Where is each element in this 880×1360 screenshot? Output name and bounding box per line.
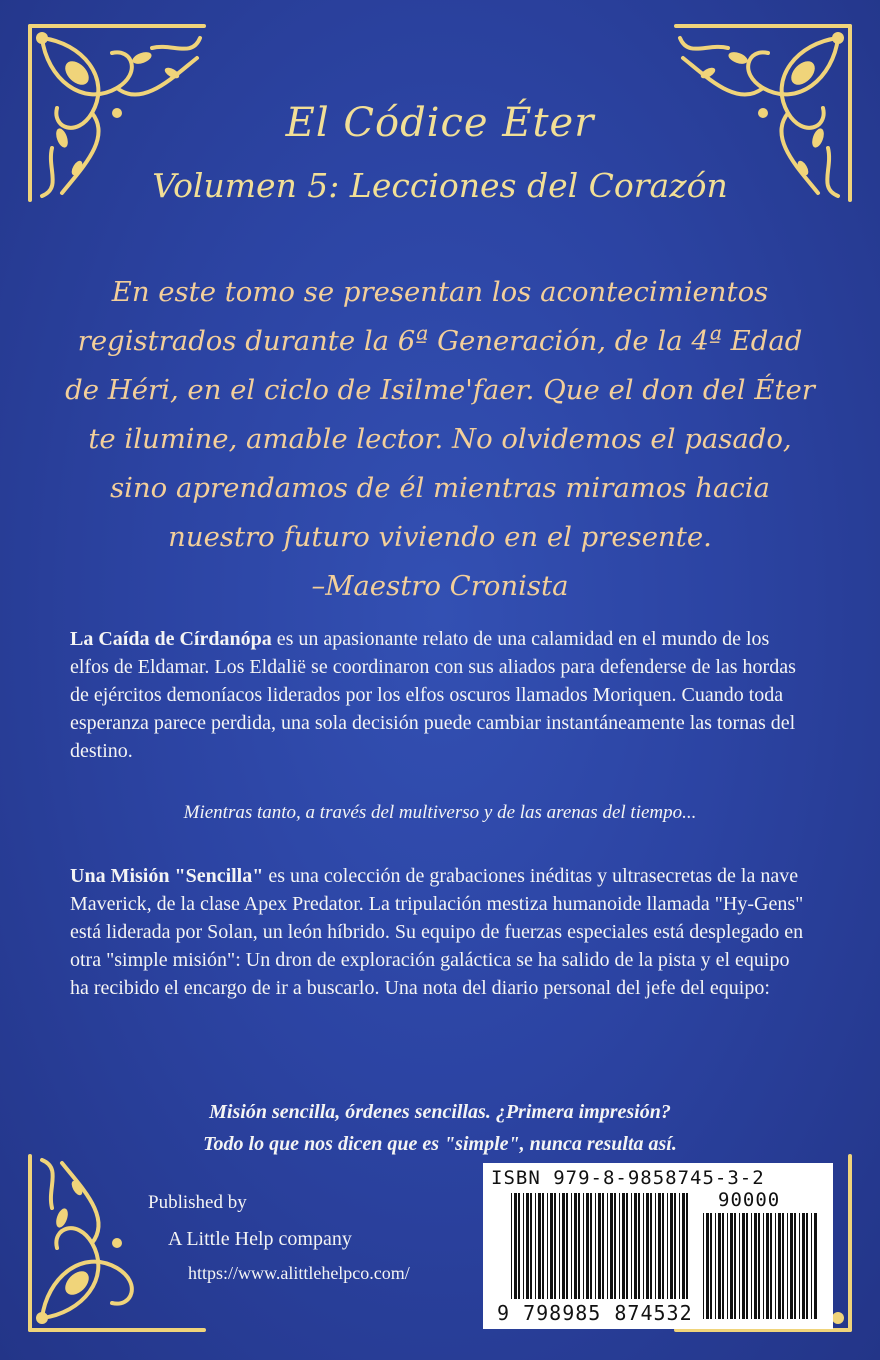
barcode-bar bbox=[782, 1213, 784, 1319]
barcode-bar bbox=[778, 1213, 781, 1319]
barcode-bar bbox=[511, 1193, 512, 1299]
isbn-barcode bbox=[483, 1163, 833, 1329]
barcode-bar bbox=[715, 1213, 716, 1319]
barcode-bar bbox=[790, 1213, 793, 1319]
book-one-title: La Caída de Círdanópa bbox=[70, 628, 272, 650]
barcode-bar bbox=[650, 1193, 652, 1299]
diary-note-line-1: Misión sencilla, órdenes sencillas. ¿Primera impresión? bbox=[209, 1101, 671, 1123]
barcode-bar bbox=[742, 1213, 745, 1319]
quote-line: te ilumine, amable lector. No olvidemos el pasado, bbox=[88, 423, 792, 455]
barcode-bar bbox=[547, 1193, 548, 1299]
barcode-bar bbox=[655, 1193, 656, 1299]
blurb-paragraph-2 bbox=[70, 862, 810, 1002]
barcode-bar bbox=[734, 1213, 736, 1319]
barcode-bar bbox=[746, 1213, 748, 1319]
isbn-digits: 9 798985 874532 bbox=[497, 1301, 693, 1325]
barcode-bar bbox=[739, 1213, 740, 1319]
barcode-bar bbox=[610, 1193, 613, 1299]
barcode-bar bbox=[811, 1213, 812, 1319]
barcode-bar bbox=[559, 1193, 560, 1299]
barcode-bar bbox=[602, 1193, 604, 1299]
quote-line: de Héri, en el ciclo de Isilme'faer. Que el don del Éter bbox=[65, 374, 815, 406]
barcode-bar bbox=[679, 1193, 680, 1299]
barcode-bar bbox=[530, 1193, 532, 1299]
barcode-bar bbox=[706, 1213, 709, 1319]
barcode-bar bbox=[643, 1193, 644, 1299]
barcode-bar bbox=[646, 1193, 649, 1299]
diary-note bbox=[0, 1096, 880, 1160]
book-subtitle: Volumen 5: Lecciones del Corazón bbox=[152, 166, 728, 205]
barcode-bar bbox=[574, 1193, 577, 1299]
barcode-bar bbox=[775, 1213, 776, 1319]
barcode-bar bbox=[710, 1213, 712, 1319]
barcode-bar bbox=[703, 1213, 704, 1319]
barcode-bar bbox=[595, 1193, 596, 1299]
blurb-paragraph-1-text: es un apasionante relato de una calamidad en el mundo de los elfos de Eldamar. Los Eldalië se coordinaron con sus aliados para defenderse de las hordas de ejércitos demoníacos liderados por los elfos oscuros llamados Moriquen. Cuando toda esperanza parece perdida, una sola decisión puede cambiar instantáneamente las tornas del destino. bbox=[70, 628, 796, 762]
barcode-bar bbox=[607, 1193, 608, 1299]
barcode-bar bbox=[619, 1193, 620, 1299]
barcode-bar bbox=[571, 1193, 572, 1299]
barcode-bar bbox=[727, 1213, 728, 1319]
book-title: El Códice Éter bbox=[285, 100, 595, 146]
barcode-bar bbox=[730, 1213, 733, 1319]
chronicler-quote bbox=[60, 268, 820, 611]
quote-line: nuestro futuro viviendo en el presente. bbox=[168, 521, 712, 553]
barcode-bar bbox=[658, 1193, 661, 1299]
barcode-bar bbox=[667, 1193, 668, 1299]
barcode-bar bbox=[686, 1193, 688, 1299]
barcode-bar bbox=[718, 1213, 721, 1319]
barcode-bar bbox=[550, 1193, 553, 1299]
barcode-bar bbox=[682, 1193, 685, 1299]
quote-attribution: –Maestro Cronista bbox=[311, 570, 569, 602]
barcode-bar bbox=[598, 1193, 601, 1299]
isbn-label: ISBN 979-8-9858745-3-2 bbox=[491, 1167, 765, 1189]
barcode-bar bbox=[542, 1193, 544, 1299]
barcode-bar bbox=[523, 1193, 524, 1299]
quote-line: En este tomo se presentan los acontecimientos bbox=[111, 276, 769, 308]
barcode-bar bbox=[626, 1193, 628, 1299]
barcode-bar bbox=[758, 1213, 760, 1319]
barcode-bar bbox=[799, 1213, 800, 1319]
barcode-bar bbox=[751, 1213, 752, 1319]
barcode-bar bbox=[538, 1193, 541, 1299]
barcode-bar bbox=[802, 1213, 805, 1319]
barcode-bar bbox=[770, 1213, 772, 1319]
barcode-bar bbox=[562, 1193, 565, 1299]
barcode-bar bbox=[806, 1213, 808, 1319]
diary-note-line-2: Todo lo que nos dicen que es "simple", nunca resulta así. bbox=[203, 1133, 677, 1155]
barcode-bar bbox=[787, 1213, 788, 1319]
barcode-bar bbox=[814, 1213, 817, 1319]
quote-line: sino aprendamos de él mientras miramos hacia bbox=[110, 472, 770, 504]
barcode-bar bbox=[722, 1213, 724, 1319]
barcode-bar bbox=[566, 1193, 568, 1299]
book-two-title: Una Misión "Sencilla" bbox=[70, 865, 264, 887]
blurb-paragraph-1 bbox=[70, 625, 810, 765]
barcode-bar bbox=[535, 1193, 536, 1299]
publisher-name: A Little Help company bbox=[168, 1228, 352, 1250]
barcode-bar bbox=[794, 1213, 796, 1319]
barcode-bar bbox=[614, 1193, 616, 1299]
barcode-bar bbox=[514, 1193, 517, 1299]
barcode-bar bbox=[518, 1193, 520, 1299]
barcode-bar bbox=[586, 1193, 589, 1299]
barcode-bar bbox=[631, 1193, 632, 1299]
publisher-url: https://www.alittlehelpco.com/ bbox=[188, 1263, 410, 1283]
barcode-bar bbox=[763, 1213, 764, 1319]
barcode-bar bbox=[662, 1193, 664, 1299]
barcode-bar bbox=[622, 1193, 625, 1299]
barcode-bar bbox=[754, 1213, 757, 1319]
barcode-bar bbox=[578, 1193, 580, 1299]
interlude-line: Mientras tanto, a través del multiverso y de las arenas del tiempo... bbox=[183, 802, 697, 823]
barcode-bar bbox=[670, 1193, 673, 1299]
barcode-bar bbox=[638, 1193, 640, 1299]
barcode-bar bbox=[634, 1193, 637, 1299]
quote-line: registrados durante la 6ª Generación, de la 4ª Edad bbox=[77, 325, 803, 357]
publisher-block bbox=[148, 1192, 410, 1284]
isbn-addon: 90000 bbox=[718, 1189, 781, 1211]
barcode-bar bbox=[554, 1193, 556, 1299]
barcode-bar bbox=[674, 1193, 676, 1299]
barcode-bar bbox=[766, 1213, 769, 1319]
blurb-paragraph-2-text: es una colección de grabaciones inéditas y ultrasecretas de la nave Maverick, de la clase Apex Predator. La tripulación mestiza humanoide llamada "Hy-Gens" está liderada por Solan, un león híbrido. Su equipo de fuerzas especiales está desplegado en otra "simple misión": Un dron de exploración galáctica se ha salido de la pista y el equipo ha recibido el encargo de ir a buscarlo. Una nota del diario personal del jefe del equipo: bbox=[70, 865, 804, 999]
barcode-bar bbox=[590, 1193, 592, 1299]
published-by-label: Published by bbox=[148, 1192, 247, 1213]
barcode-bar bbox=[526, 1193, 529, 1299]
barcode-bar bbox=[583, 1193, 584, 1299]
